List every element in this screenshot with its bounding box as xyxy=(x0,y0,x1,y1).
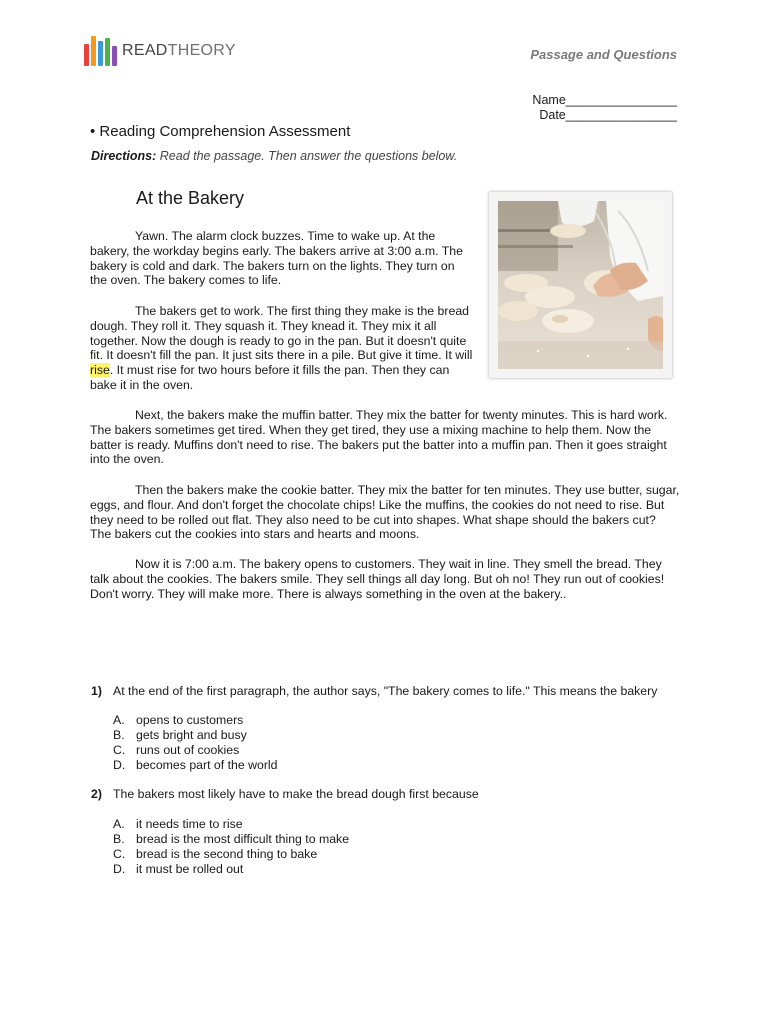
directions xyxy=(91,149,457,163)
bakers-kneading-dough-image xyxy=(498,201,663,369)
logo-text: READTHEORY xyxy=(122,42,236,59)
answer-option[interactable]: C. bread is the second thing to bake xyxy=(113,847,318,861)
books-logo-icon xyxy=(84,36,117,66)
passage-paragraph-4: Then the bakers make the cookie batter. They mix the batter for ten minutes. They use butter, sugar, eggs, and flour. And don't forget the chocolate chips! Like the muffins, the cookies do not need to rise. But they need to be rolled out flat. They also need to be cut into shapes. What shape should the bakers cut? The bakers cut the cookies into stars and hearts and moons. xyxy=(90,483,680,542)
question-1-options xyxy=(113,713,278,773)
passage-paragraph-1: Yawn. The alarm clock buzzes. Time to wake up. At the bakery, the workday begins early. The bakers arrive at 3:00 a.m. The bakery is cold and dark. The bakers turn on the lights. They turn on the oven. The bakery comes to life. xyxy=(90,229,463,288)
date-field: Date________________ xyxy=(539,108,677,122)
bakery-photo xyxy=(489,192,672,378)
passage-paragraph-3: Next, the bakers make the muffin batter. They mix the batter for twenty minutes. This is hard work. The bakers sometimes get tired. When they get tired, they use a mixing machine to help them. Now the batter is ready. Muffins don't need to rise. The bakers put the batter into a muffin pan. Then it goes straight into the oven. xyxy=(90,408,668,467)
directions-label: Directions: xyxy=(91,149,157,163)
answer-option[interactable]: B. bread is the most difficult thing to make xyxy=(113,832,350,846)
passage-paragraph-2: The bakers get to work. The first thing they make is the bread dough. They roll it. They squash it. They knead it. They mix it all together. Now the dough is ready to go in the pan. But it doesn't quite fit. It doesn't fill the pan. It just sits there in a pile. But give it time. It will rise. It must rise for two hours before it fills the pan. Then they can bake it in the oven. xyxy=(90,304,473,392)
passage-title: At the Bakery xyxy=(136,188,245,208)
answer-option[interactable]: A. it needs time to rise xyxy=(113,817,243,831)
question-2: 2) The bakers most likely have to make the bread dough first because xyxy=(91,787,479,801)
answer-option[interactable]: C. runs out of cookies xyxy=(113,743,240,757)
answer-option[interactable]: B. gets bright and busy xyxy=(113,728,247,742)
question-1: 1) At the end of the first paragraph, the author says, "The bakery comes to life." This means the bakery xyxy=(91,684,658,698)
directions-text: Read the passage. Then answer the questions below. xyxy=(156,149,458,163)
answer-option[interactable]: D. it must be rolled out xyxy=(113,862,244,876)
header-title: Passage and Questions xyxy=(530,47,677,62)
section-heading: • Reading Comprehension Assessment xyxy=(90,123,351,140)
highlighted-word: rise xyxy=(90,363,110,378)
answer-option[interactable]: A. opens to customers xyxy=(113,713,244,727)
name-field: Name________________ xyxy=(532,93,677,107)
readtheory-logo xyxy=(84,35,236,67)
passage-paragraph-5: Now it is 7:00 a.m. The bakery opens to customers. They wait in line. They smell the bread. They talk about the cookies. The bakers smile. They sell things all day long. But oh no! They run out of cookies! Don't worry. They will make more. There is always something in the oven at the bakery.. xyxy=(90,557,665,601)
question-2-options xyxy=(113,817,349,877)
answer-option[interactable]: D. becomes part of the world xyxy=(113,758,278,772)
